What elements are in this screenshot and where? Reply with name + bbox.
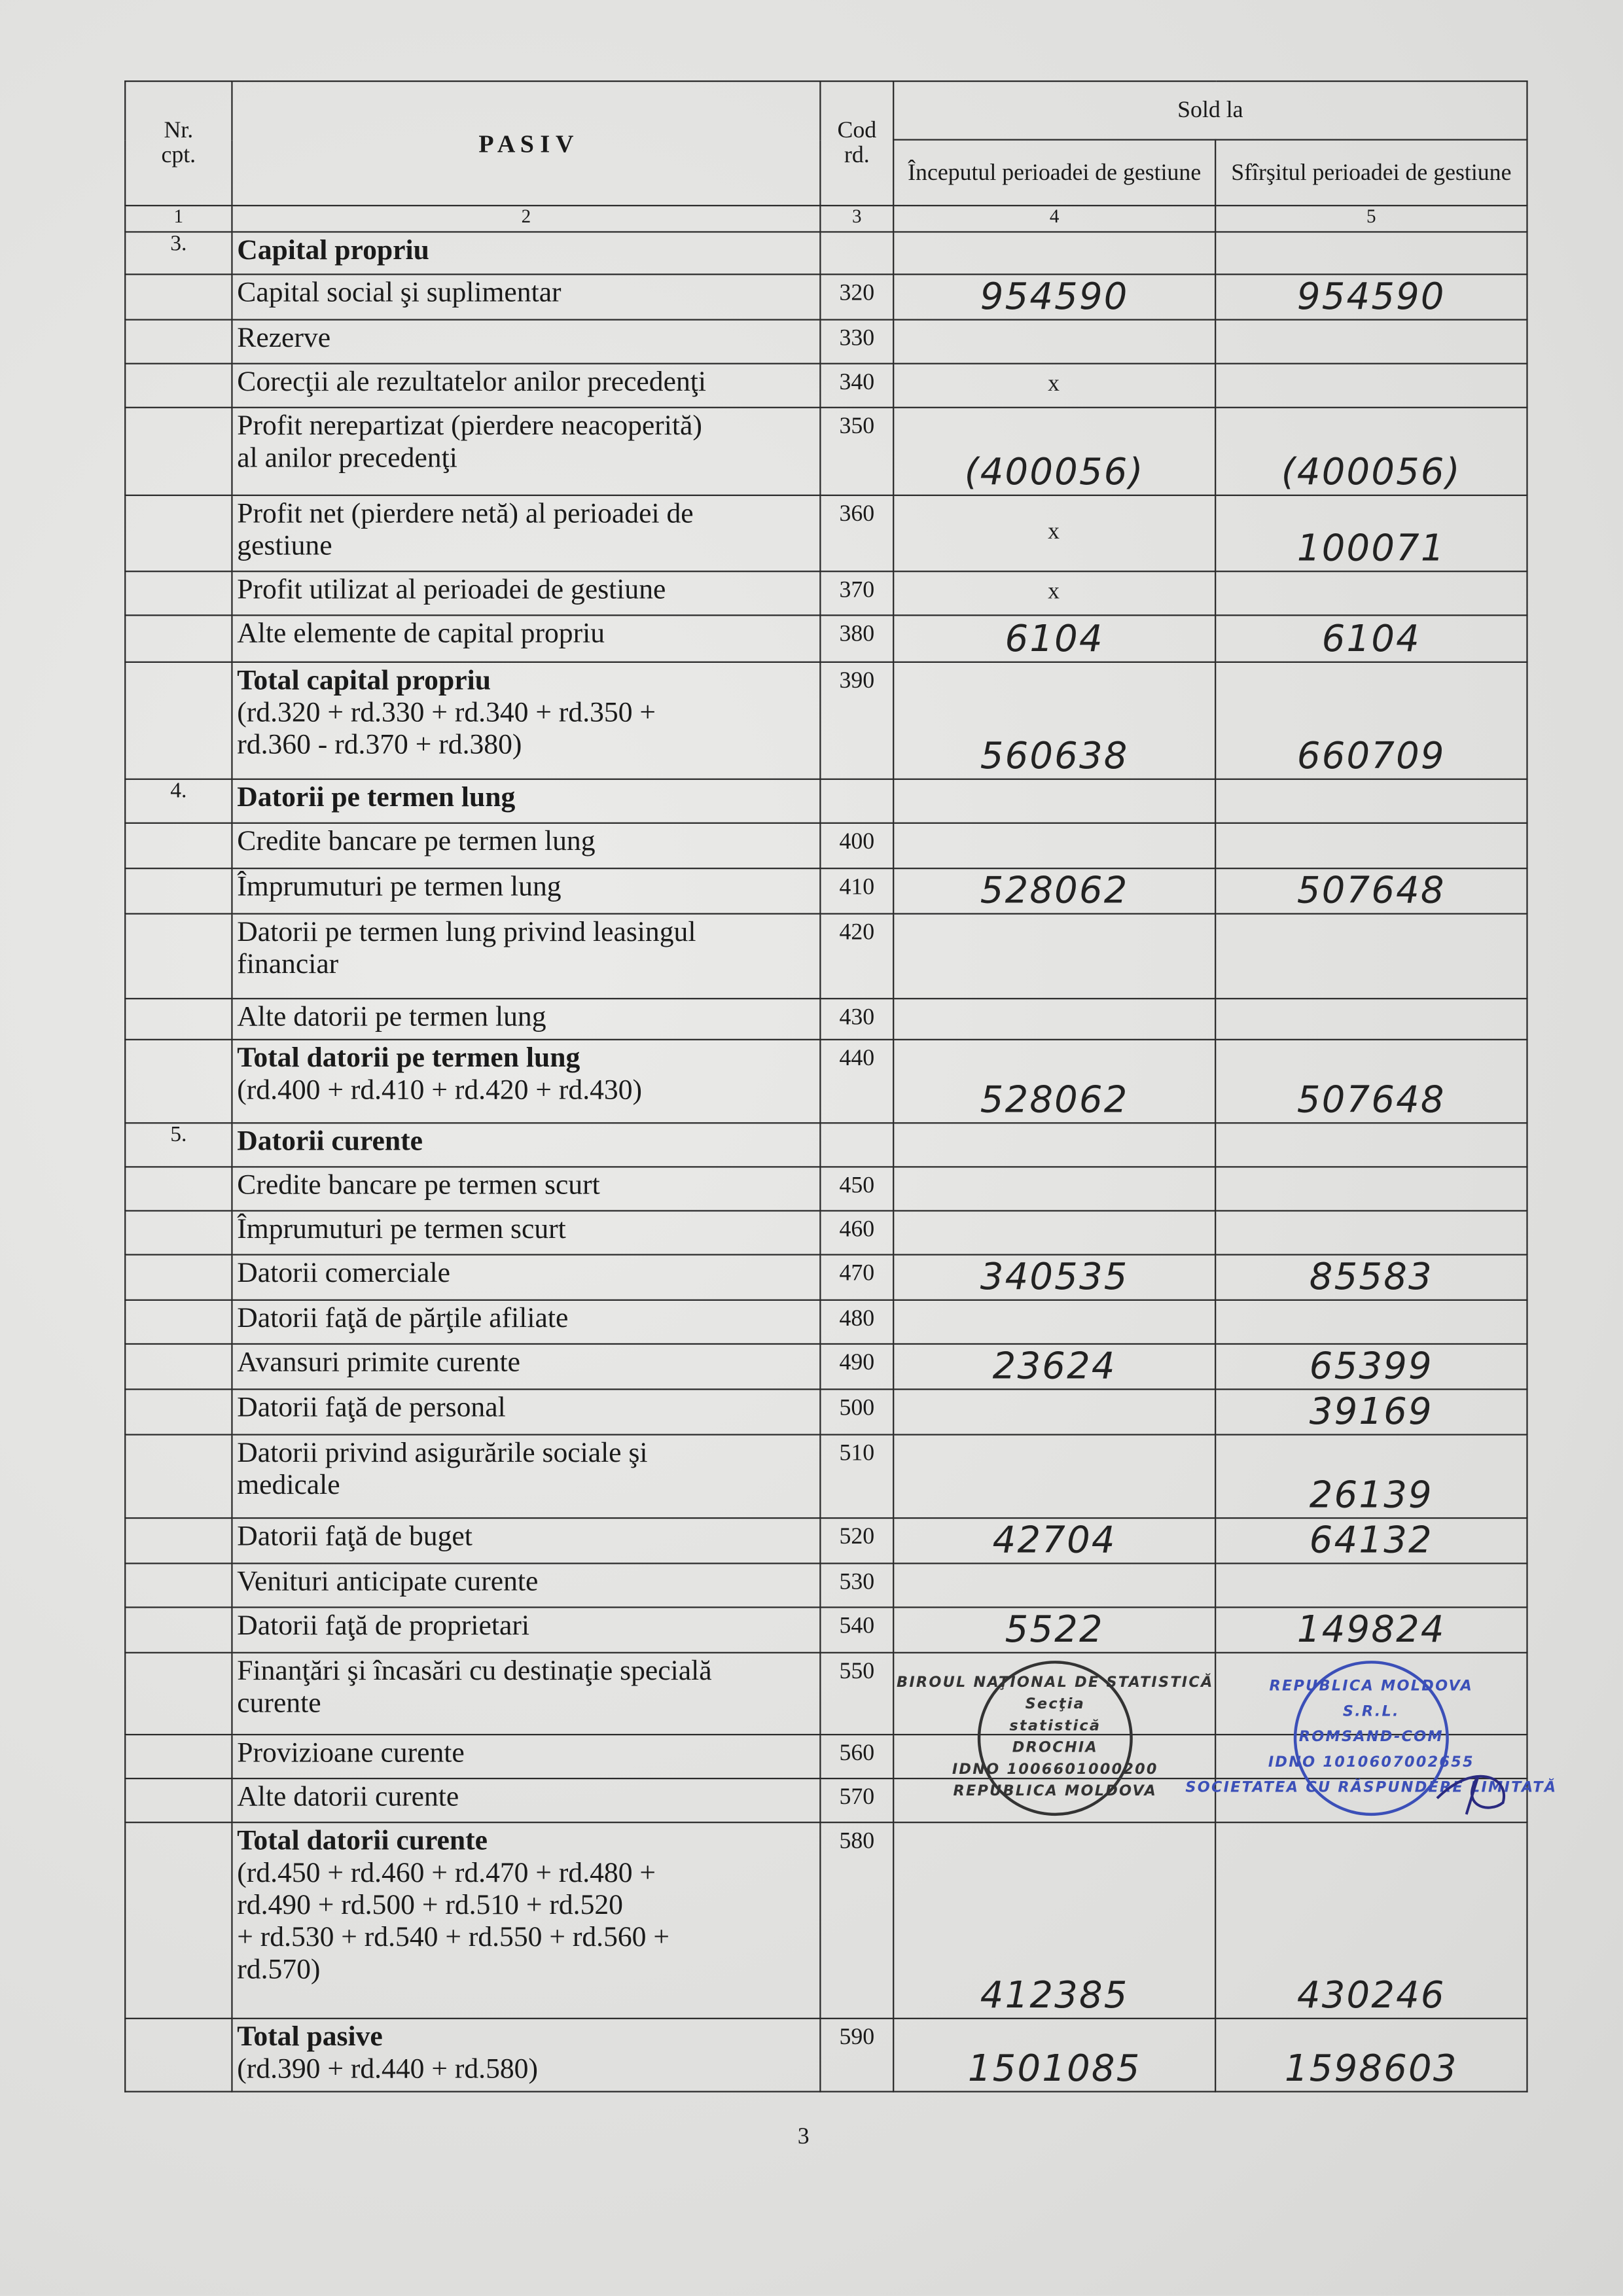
table-row-510	[125, 1435, 1527, 1518]
row-label: Profit nerepartizat (pierdere neacoperită) al anilor precedenţi	[232, 408, 820, 495]
section-row	[125, 232, 1527, 274]
col-header-start: Începutul perioadei de gestiune	[893, 140, 1215, 206]
row-label: Datorii faţă de proprietari	[232, 1607, 820, 1652]
stamp-text: ROMSAND-COM	[1298, 1728, 1444, 1746]
start-value: 5522	[893, 1607, 1215, 1652]
balance-sheet-liabilities-table	[124, 80, 1558, 2093]
col-header-cod: Cod rd.	[820, 81, 893, 205]
row-code: 530	[820, 1563, 893, 1607]
table-body	[125, 232, 1558, 2091]
end-value: (400056)	[1215, 408, 1527, 495]
stamp-text: Secţia	[1024, 1695, 1084, 1713]
row-code: 430	[820, 998, 893, 1040]
end-value	[1215, 364, 1527, 408]
end-value: 149824	[1215, 1607, 1527, 1652]
row-number	[125, 1778, 232, 1822]
row-label: Alte datorii curente	[232, 1778, 820, 1822]
table-row-470	[125, 1255, 1527, 1300]
table-row-370	[125, 571, 1527, 615]
stamp-text: IDNO 1010607002655	[1268, 1753, 1474, 1771]
start-value	[893, 1210, 1215, 1254]
end-value	[1215, 1735, 1527, 1778]
table-row-580	[125, 1822, 1527, 2019]
start-value: (400056)	[893, 408, 1215, 495]
stamp-text: BIROUL NAŢIONAL DE STATISTICĂ	[895, 1674, 1213, 1691]
end-value	[1215, 914, 1527, 999]
end-value: 507648	[1215, 1040, 1527, 1123]
end-value: 85583	[1215, 1255, 1527, 1300]
table-row-340	[125, 364, 1527, 408]
table-row-500	[125, 1389, 1527, 1434]
table-row-330	[125, 320, 1527, 364]
start-value: 528062	[893, 868, 1215, 913]
table-row-490	[125, 1344, 1527, 1389]
row-code: 460	[820, 1210, 893, 1254]
table-row-320	[125, 274, 1527, 319]
end-value	[1215, 571, 1527, 615]
start-value: 23624	[893, 1344, 1215, 1389]
row-label: Profit utilizat al perioadei de gestiune	[232, 571, 820, 615]
table-row-480	[125, 1300, 1527, 1344]
row-number: 3.	[125, 232, 232, 274]
start-value	[893, 823, 1215, 868]
row-code	[820, 779, 893, 823]
end-value: 65399	[1215, 1344, 1527, 1389]
row-code: 470	[820, 1255, 893, 1300]
row-code: 420	[820, 914, 893, 999]
table-row-420	[125, 914, 1527, 999]
col-number: 3	[820, 205, 893, 232]
row-number	[125, 1607, 232, 1652]
row-label: Finanţări şi încasări cu destinaţie specială curente	[232, 1653, 820, 1735]
row-number	[125, 495, 232, 571]
start-value	[893, 998, 1215, 1040]
start-value: 954590	[893, 274, 1215, 319]
end-value: 100071	[1215, 495, 1527, 571]
start-value: 42704	[893, 1518, 1215, 1563]
end-value	[1215, 1563, 1527, 1607]
row-code: 520	[820, 1518, 893, 1563]
row-label: Rezerve	[232, 320, 820, 364]
start-value: 6104	[893, 615, 1215, 662]
row-label: Datorii faţă de personal	[232, 1389, 820, 1434]
start-value: 528062	[893, 1040, 1215, 1123]
end-value: 430246	[1215, 1822, 1527, 2019]
end-value: 507648	[1215, 868, 1527, 913]
end-value: 954590	[1215, 274, 1527, 319]
row-number	[125, 1255, 232, 1300]
row-label: Datorii faţă de buget	[232, 1518, 820, 1563]
start-value: 560638	[893, 662, 1215, 779]
row-label: Total capital propriu (rd.320 + rd.330 + rd.340 + rd.350 + rd.360 - rd.370 + rd.380)	[232, 662, 820, 779]
row-code: 350	[820, 408, 893, 495]
stamp-text: REPUBLICA MOLDOVA	[952, 1782, 1156, 1800]
stamp-text: IDNO 1006601000200	[951, 1760, 1158, 1778]
stamp-text: REPUBLICA MOLDOVA	[1269, 1677, 1474, 1695]
end-value	[1215, 779, 1527, 823]
end-value: 39169	[1215, 1389, 1527, 1434]
row-label: Împrumuturi pe termen lung	[232, 868, 820, 913]
row-code	[820, 232, 893, 274]
table-row-410	[125, 868, 1527, 913]
row-label: Profit net (pierdere netă) al perioadei de gestiune	[232, 495, 820, 571]
row-number	[125, 1300, 232, 1344]
total-label: Total capital propriu	[237, 665, 491, 697]
table-row-590	[125, 2019, 1527, 2092]
row-number	[125, 1735, 232, 1778]
row-label: Capital social şi suplimentar	[232, 274, 820, 319]
end-value: 1598603	[1215, 2019, 1527, 2092]
table-row-400	[125, 823, 1527, 868]
start-value	[893, 1123, 1215, 1167]
end-value: 26139	[1215, 1435, 1527, 1518]
end-value: 6104	[1215, 615, 1527, 662]
stamp-text: DROCHIA	[1011, 1739, 1097, 1756]
row-code: 490	[820, 1344, 893, 1389]
row-number: 4.	[125, 779, 232, 823]
total-label: Total pasive	[237, 2022, 383, 2053]
row-number	[125, 320, 232, 364]
section-row	[125, 1123, 1527, 1167]
start-value	[893, 1300, 1215, 1344]
row-code: 390	[820, 662, 893, 779]
row-code: 550	[820, 1653, 893, 1735]
row-code: 360	[820, 495, 893, 571]
row-number	[125, 615, 232, 662]
row-label: Credite bancare pe termen scurt	[232, 1167, 820, 1210]
col-number: 1	[125, 205, 232, 232]
row-label: Datorii faţă de părţile afiliate	[232, 1300, 820, 1344]
row-code: 500	[820, 1389, 893, 1434]
table-row-530	[125, 1563, 1527, 1607]
end-value	[1215, 1300, 1527, 1344]
row-label: Provizioane curente	[232, 1735, 820, 1778]
table-row-570	[125, 1778, 1527, 1822]
start-value	[893, 1653, 1215, 1800]
row-code: 510	[820, 1435, 893, 1518]
row-number	[125, 1563, 232, 1607]
stamp-text: SOCIETATEA CU RĂSPUNDERE LIMITATĂ	[1185, 1778, 1558, 1796]
col-header-sold-la: Sold la	[893, 81, 1527, 139]
row-number	[125, 1344, 232, 1389]
row-label: Total datorii pe termen lung (rd.400 + rd.410 + rd.420 + rd.430)	[232, 1040, 820, 1123]
row-code: 560	[820, 1735, 893, 1778]
row-code: 540	[820, 1607, 893, 1652]
table-row-550	[125, 1653, 1527, 1735]
table-row-460	[125, 1210, 1527, 1254]
row-code: 400	[820, 823, 893, 868]
row-label: Datorii privind asigurările sociale şi medicale	[232, 1435, 820, 1518]
row-code: 340	[820, 364, 893, 408]
stamp-text: S.R.L.	[1342, 1703, 1400, 1720]
start-value	[893, 1435, 1215, 1518]
total-label: Total datorii curente	[237, 1826, 488, 1857]
table-row-450	[125, 1167, 1527, 1210]
row-code: 370	[820, 571, 893, 615]
row-code: 480	[820, 1300, 893, 1344]
row-label: Corecţii ale rezultatelor anilor precedenţi	[232, 364, 820, 408]
start-value	[893, 779, 1215, 823]
start-value: x	[893, 571, 1215, 615]
end-value	[1215, 998, 1527, 1040]
row-number	[125, 1518, 232, 1563]
row-number: 5.	[125, 1123, 232, 1167]
total-label: Total datorii pe termen lung	[237, 1043, 580, 1074]
row-number	[125, 1389, 232, 1434]
row-number	[125, 1167, 232, 1210]
row-number	[125, 1822, 232, 2019]
row-label: Credite bancare pe termen lung	[232, 823, 820, 868]
row-label: Venituri anticipate curente	[232, 1563, 820, 1607]
start-value	[893, 232, 1215, 274]
table-row-540	[125, 1607, 1527, 1652]
start-value: x	[893, 364, 1215, 408]
start-value	[893, 1167, 1215, 1210]
row-number	[125, 998, 232, 1040]
start-value: 1501085	[893, 2019, 1215, 2092]
start-value: x	[893, 495, 1215, 571]
table-row-350	[125, 408, 1527, 495]
start-value	[893, 1778, 1215, 1822]
end-value	[1215, 1210, 1527, 1254]
start-value	[893, 320, 1215, 364]
start-value	[893, 1563, 1215, 1607]
start-value	[893, 914, 1215, 999]
row-number	[125, 914, 232, 999]
end-value	[1215, 1167, 1527, 1210]
row-code: 440	[820, 1040, 893, 1123]
row-number	[125, 2019, 232, 2092]
end-value	[1215, 1123, 1527, 1167]
table-row-360	[125, 495, 1527, 571]
row-code: 380	[820, 615, 893, 662]
page-number: 3	[797, 2124, 810, 2149]
section-heading: Capital propriu	[232, 232, 820, 274]
start-value	[893, 1735, 1215, 1778]
table-row-390	[125, 662, 1527, 779]
row-number	[125, 1435, 232, 1518]
row-code: 330	[820, 320, 893, 364]
row-label: Avansuri primite curente	[232, 1344, 820, 1389]
row-label: Datorii pe termen lung privind leasingul financiar	[232, 914, 820, 999]
col-header-end: Sfîrşitul perioadei de gestiune	[1215, 140, 1527, 206]
row-code: 320	[820, 274, 893, 319]
row-code: 410	[820, 868, 893, 913]
start-value: 412385	[893, 1822, 1215, 2019]
row-code: 570	[820, 1778, 893, 1822]
table-row-380	[125, 615, 1527, 662]
table-row-560	[125, 1735, 1527, 1778]
stamp-text: statistică	[1008, 1717, 1101, 1735]
row-label: Total datorii curente (rd.450 + rd.460 + rd.470 + rd.480 + rd.490 + rd.500 + rd.510 + rd.520 + rd.530 + rd.540 + rd.550 + rd.560 + rd.570)	[232, 1822, 820, 2019]
end-value	[1215, 1778, 1527, 1822]
row-number	[125, 823, 232, 868]
end-value: 660709	[1215, 662, 1527, 779]
end-value: 64132	[1215, 1518, 1527, 1563]
row-number	[125, 868, 232, 913]
end-value	[1215, 232, 1527, 274]
row-code: 450	[820, 1167, 893, 1210]
row-label: Datorii comerciale	[232, 1255, 820, 1300]
section-heading: Datorii pe termen lung	[232, 779, 820, 823]
table-row-440	[125, 1040, 1527, 1123]
end-value	[1185, 1653, 1558, 1796]
row-label: Alte elemente de capital propriu	[232, 615, 820, 662]
end-value	[1215, 320, 1527, 364]
col-number: 2	[232, 205, 820, 232]
row-number	[125, 274, 232, 319]
row-number	[125, 364, 232, 408]
table-row-520	[125, 1518, 1527, 1563]
end-value	[1215, 823, 1527, 868]
row-number	[125, 1040, 232, 1123]
row-code: 590	[820, 2019, 893, 2092]
col-number: 4	[893, 205, 1215, 232]
row-number	[125, 571, 232, 615]
section-row	[125, 779, 1527, 823]
start-value	[893, 1389, 1215, 1434]
row-number	[125, 662, 232, 779]
col-header-nr: Nr. cpt.	[125, 81, 232, 205]
col-header-pasiv: P A S I V	[232, 81, 820, 205]
row-number	[125, 408, 232, 495]
row-label: Alte datorii pe termen lung	[232, 998, 820, 1040]
row-label: Total pasive (rd.390 + rd.440 + rd.580)	[232, 2019, 820, 2092]
section-heading: Datorii curente	[232, 1123, 820, 1167]
col-number: 5	[1215, 205, 1527, 232]
row-code	[820, 1123, 893, 1167]
start-value: 340535	[893, 1255, 1215, 1300]
row-label: Împrumuturi pe termen scurt	[232, 1210, 820, 1254]
row-code: 580	[820, 1822, 893, 2019]
table-row-430	[125, 998, 1527, 1040]
row-number	[125, 1653, 232, 1735]
row-number	[125, 1210, 232, 1254]
